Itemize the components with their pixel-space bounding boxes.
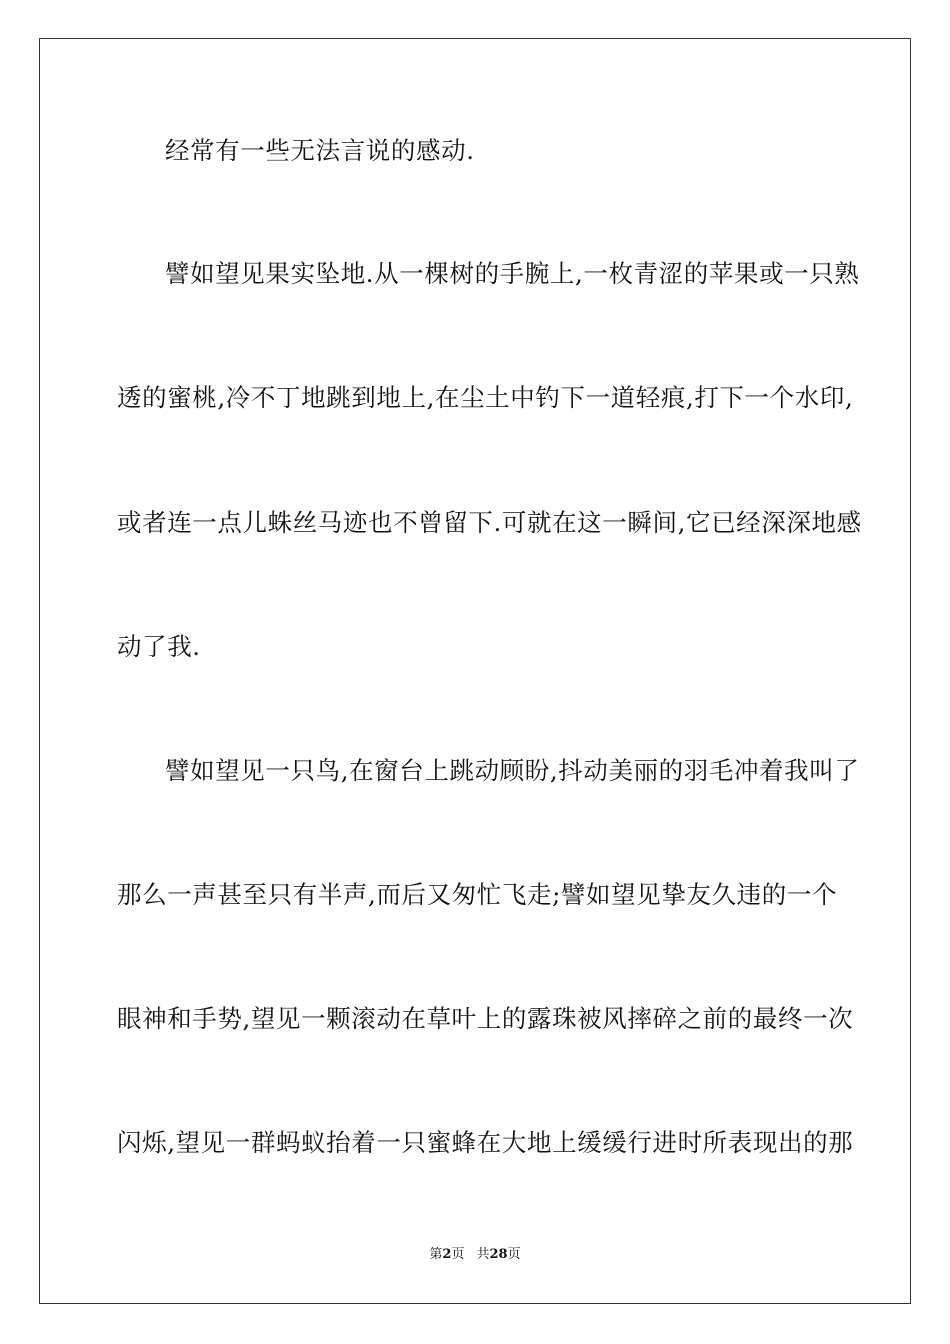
paragraph-2-line-4: 动了我. <box>117 632 201 661</box>
paragraph-2-line-1: 譬如望见果实坠地.从一棵树的手腕上,一枚青涩的苹果或一只熟 <box>165 259 860 288</box>
total-pages: 28 <box>489 1247 508 1262</box>
total-suffix: 页 <box>507 1247 521 1262</box>
page-number: 2 <box>442 1247 452 1262</box>
paragraph-2-line-3: 或者连一点儿蛛丝马迹也不曾留下.可就在这一瞬间,它已经深深地感 <box>117 508 862 537</box>
page-suffix: 页 <box>451 1247 465 1262</box>
paragraph-3-line-4: 闪烁,望见一群蚂蚁抬着一只蜜蜂在大地上缓缓行进时所表现出的那 <box>117 1128 854 1157</box>
paragraph-3-line-2: 那么一声甚至只有半声,而后又匆忙飞走;譬如望见挚友久违的一个 <box>117 880 838 909</box>
paragraph-1-line-1: 经常有一些无法言说的感动. <box>165 136 475 165</box>
page-footer <box>0 1246 950 1264</box>
paragraph-3-line-1: 譬如望见一只鸟,在窗台上跳动顾盼,抖动美丽的羽毛冲着我叫了 <box>165 756 860 785</box>
page-prefix: 第 <box>429 1247 443 1262</box>
paragraph-2-line-2: 透的蜜桃,冷不丁地跳到地上,在尘土中钓下一道轻痕,打下一个水印, <box>117 383 854 412</box>
paragraph-3-line-3: 眼神和手势,望见一颗滚动在草叶上的露珠被风摔碎之前的最终一次 <box>117 1004 854 1033</box>
page-border <box>39 38 911 1304</box>
total-prefix: 共 <box>476 1247 490 1262</box>
